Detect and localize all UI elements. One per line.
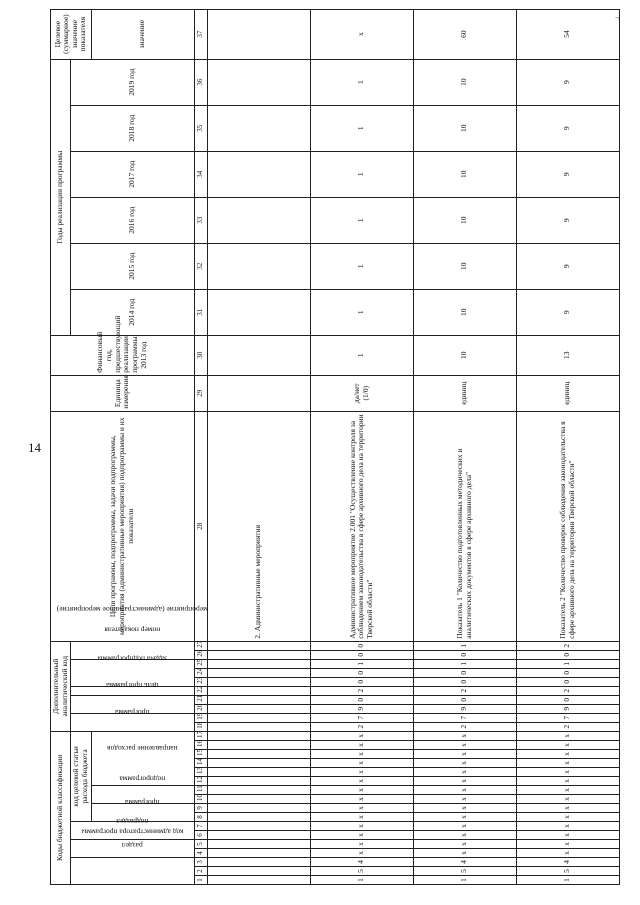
code-cell: x xyxy=(516,840,619,849)
column-number: 14 xyxy=(194,759,207,768)
table-row xyxy=(310,9,413,884)
code-cell: x xyxy=(310,804,413,813)
code-cell: x xyxy=(413,777,516,786)
code-cell: x xyxy=(310,840,413,849)
column-number: 34 xyxy=(194,151,207,197)
code-cell: 0 xyxy=(310,677,413,686)
column-number: 18 xyxy=(194,722,207,731)
header-subprogram: подпрограмма xyxy=(91,786,194,804)
year-value-cell: 1 xyxy=(310,105,413,151)
base-year-cell xyxy=(207,335,310,375)
code-cell: 5 xyxy=(516,867,619,876)
column-number: 11 xyxy=(194,786,207,795)
code-cell: 5 xyxy=(413,867,516,876)
column-number: 3 xyxy=(194,858,207,867)
column-number: 30 xyxy=(194,335,207,375)
code-cell: 1 xyxy=(413,876,516,885)
code-cell xyxy=(207,867,310,876)
header-y2018: 2018 год xyxy=(71,105,194,151)
code-cell xyxy=(207,813,310,822)
header-subsection: подраздел xyxy=(71,822,194,840)
header-admin-code: код администратора программы xyxy=(71,858,194,885)
code-cell: x xyxy=(516,849,619,858)
target-value-cell xyxy=(207,9,310,59)
code-cell xyxy=(207,659,310,668)
code-cell: x xyxy=(413,795,516,804)
header-y2019: 2019 год xyxy=(71,59,194,105)
year-value-cell: 9 xyxy=(516,151,619,197)
header-target-item: код целевой статьи расхода бюджета xyxy=(71,731,91,821)
code-cell: 2 xyxy=(516,722,619,731)
code-cell xyxy=(207,759,310,768)
column-number: 22 xyxy=(194,686,207,695)
code-cell: x xyxy=(413,849,516,858)
code-cell xyxy=(207,840,310,849)
code-cell xyxy=(207,650,310,659)
code-cell: 0 xyxy=(413,650,516,659)
code-cell: x xyxy=(310,731,413,740)
year-value-cell xyxy=(207,243,310,289)
column-number: 33 xyxy=(194,197,207,243)
code-cell: 2 xyxy=(516,641,619,650)
code-cell xyxy=(207,858,310,867)
year-value-cell: 9 xyxy=(516,59,619,105)
code-cell xyxy=(207,677,310,686)
year-value-cell: 1 xyxy=(310,243,413,289)
column-number-row xyxy=(194,9,207,884)
header-ac-goal: цель программы xyxy=(71,695,194,713)
code-cell: x xyxy=(413,741,516,750)
column-number: 19 xyxy=(194,713,207,722)
code-cell: x xyxy=(310,741,413,750)
header-y2014: 2014 год xyxy=(71,289,194,335)
table-row xyxy=(413,9,516,884)
code-cell: x xyxy=(310,750,413,759)
column-number: 31 xyxy=(194,289,207,335)
header-ac-task: задача подпрограммы xyxy=(71,686,194,695)
code-cell xyxy=(207,722,310,731)
code-cell xyxy=(207,695,310,704)
code-cell: 0 xyxy=(310,668,413,677)
code-cell xyxy=(207,704,310,713)
code-cell xyxy=(207,822,310,831)
code-cell: x xyxy=(413,804,516,813)
column-number: 5 xyxy=(194,840,207,849)
code-cell: x xyxy=(310,786,413,795)
header-section: раздел xyxy=(71,840,194,858)
code-cell: x xyxy=(516,759,619,768)
code-cell: x xyxy=(310,777,413,786)
code-cell: 0 xyxy=(516,695,619,704)
code-cell: 1 xyxy=(310,876,413,885)
code-cell: 2 xyxy=(516,686,619,695)
code-cell: x xyxy=(310,849,413,858)
code-cell: x xyxy=(516,786,619,795)
year-value-cell: 9 xyxy=(516,289,619,335)
code-cell: x xyxy=(413,822,516,831)
program-indicators-table xyxy=(50,9,620,885)
code-cell: 1 xyxy=(413,659,516,668)
code-cell: x xyxy=(310,822,413,831)
column-number: 4 xyxy=(194,849,207,858)
year-value-cell xyxy=(207,105,310,151)
code-cell: 7 xyxy=(413,713,516,722)
header-target-value: значение xyxy=(91,9,194,59)
code-cell: 1 xyxy=(310,659,413,668)
code-cell: 2 xyxy=(413,686,516,695)
year-value-cell: 10 xyxy=(413,289,516,335)
column-number: 8 xyxy=(194,813,207,822)
corner-mark: ¬ xyxy=(615,14,619,22)
goal-text-cell: Показатель 2 "Количество проверок соблюдения законодательства в сфере архивного дела на территории Тверской области" xyxy=(516,411,619,641)
header-unit: Единица измерения xyxy=(51,375,195,411)
year-value-cell: 10 xyxy=(413,105,516,151)
code-cell: x xyxy=(413,831,516,840)
year-value-cell: 10 xyxy=(413,151,516,197)
column-number: 29 xyxy=(194,375,207,411)
header-expense-direction: направление расходов xyxy=(91,731,194,785)
code-cell: 0 xyxy=(516,650,619,659)
header-fin-year: Финансовый год, предшествующий реализации программы, 2013 год xyxy=(51,335,195,375)
code-cell: x xyxy=(516,731,619,740)
code-cell: x xyxy=(516,741,619,750)
code-cell xyxy=(207,795,310,804)
header-y2015: 2015 год xyxy=(71,243,194,289)
page-number: 14 xyxy=(28,440,41,455)
year-value-cell xyxy=(207,197,310,243)
year-value-cell: 9 xyxy=(516,197,619,243)
goal-text-cell: 2. Административные мероприятия xyxy=(207,411,310,641)
column-number: 9 xyxy=(194,804,207,813)
column-number: 6 xyxy=(194,831,207,840)
code-cell: 4 xyxy=(413,858,516,867)
code-cell: x xyxy=(310,813,413,822)
column-number: 25 xyxy=(194,659,207,668)
code-cell: 1 xyxy=(516,876,619,885)
year-value-cell: 10 xyxy=(413,59,516,105)
base-year-cell: 1 xyxy=(310,335,413,375)
code-cell: x xyxy=(516,831,619,840)
year-value-cell: 1 xyxy=(310,151,413,197)
code-cell: 4 xyxy=(310,858,413,867)
column-number: 28 xyxy=(194,411,207,641)
code-cell: x xyxy=(516,750,619,759)
target-value-cell: 60 xyxy=(413,9,516,59)
code-cell xyxy=(207,641,310,650)
column-number: 17 xyxy=(194,731,207,740)
year-value-cell: 10 xyxy=(413,243,516,289)
code-cell: x xyxy=(516,813,619,822)
code-cell xyxy=(207,777,310,786)
year-value-cell: 9 xyxy=(516,243,619,289)
code-cell xyxy=(207,768,310,777)
code-cell: x xyxy=(413,731,516,740)
code-cell: x xyxy=(413,786,516,795)
code-cell: x xyxy=(310,759,413,768)
column-number: 36 xyxy=(194,59,207,105)
year-value-cell: 10 xyxy=(413,197,516,243)
column-number: 1 xyxy=(194,876,207,885)
code-cell: 0 xyxy=(310,695,413,704)
header-y2016: 2016 год xyxy=(71,197,194,243)
code-cell: x xyxy=(413,768,516,777)
header-program: программа xyxy=(91,804,194,822)
code-cell: 0 xyxy=(413,677,516,686)
code-cell xyxy=(207,741,310,750)
code-cell: x xyxy=(310,795,413,804)
code-cell: x xyxy=(310,768,413,777)
code-cell xyxy=(207,668,310,677)
code-cell xyxy=(207,831,310,840)
header-ac-measure: мероприятие (административное мероприятие) xyxy=(71,659,194,686)
column-number: 21 xyxy=(194,695,207,704)
base-year-cell: 13 xyxy=(516,335,619,375)
code-cell: 7 xyxy=(516,713,619,722)
unit-cell: единиц xyxy=(413,375,516,411)
code-cell: x xyxy=(516,822,619,831)
header-years: Годы реализации программы xyxy=(51,59,71,335)
year-value-cell: 1 xyxy=(310,289,413,335)
table-row xyxy=(207,9,310,884)
column-number: 15 xyxy=(194,750,207,759)
column-number: 13 xyxy=(194,768,207,777)
code-cell: 0 xyxy=(310,641,413,650)
header-y2017: 2017 год xyxy=(71,151,194,197)
column-number: 2 xyxy=(194,867,207,876)
column-number: 16 xyxy=(194,741,207,750)
code-cell xyxy=(207,804,310,813)
header-goals: Цели программы, подпрограммы, задачи подпрограммы, мероприятия (административные мероприятия) подпрограммы и их показатели xyxy=(51,411,195,641)
year-value-cell: 1 xyxy=(310,59,413,105)
code-cell: 9 xyxy=(310,704,413,713)
code-cell: x xyxy=(413,759,516,768)
column-number: 35 xyxy=(194,105,207,151)
code-cell: 4 xyxy=(516,858,619,867)
header-target: Целевое (суммарное) значение показателя xyxy=(51,9,92,59)
column-number: 7 xyxy=(194,822,207,831)
column-number: 23 xyxy=(194,677,207,686)
unit-cell: единиц xyxy=(516,375,619,411)
unit-cell: да/нет (1/0) xyxy=(310,375,413,411)
year-value-cell xyxy=(207,59,310,105)
column-number: 32 xyxy=(194,243,207,289)
code-cell: x xyxy=(516,804,619,813)
code-cell xyxy=(207,849,310,858)
code-cell: 5 xyxy=(310,867,413,876)
column-number: 10 xyxy=(194,795,207,804)
code-cell: x xyxy=(310,831,413,840)
column-number: 37 xyxy=(194,9,207,59)
code-cell: 1 xyxy=(413,641,516,650)
code-cell xyxy=(207,876,310,885)
column-number: 12 xyxy=(194,777,207,786)
header-ac-indicator: номер показателя xyxy=(71,641,194,659)
code-cell: 2 xyxy=(310,722,413,731)
goal-text-cell: Показатель 1 "Количество подготовленных методических и аналитических документов в сфере архивного дела" xyxy=(413,411,516,641)
header-extra-code: Дополнительный аналитический код xyxy=(51,641,71,731)
code-cell: 7 xyxy=(310,713,413,722)
code-cell xyxy=(207,786,310,795)
code-cell: 0 xyxy=(310,650,413,659)
rotated-table-wrapper xyxy=(50,14,610,885)
unit-cell xyxy=(207,375,310,411)
code-cell xyxy=(207,686,310,695)
code-cell: x xyxy=(413,840,516,849)
target-value-cell: 54 xyxy=(516,9,619,59)
code-cell: 0 xyxy=(413,695,516,704)
header-budget-codes: Коды бюджетной классификации xyxy=(51,731,71,884)
code-cell: x xyxy=(516,777,619,786)
code-cell: 0 xyxy=(413,668,516,677)
code-cell: 2 xyxy=(413,722,516,731)
column-number: 26 xyxy=(194,650,207,659)
year-value-cell xyxy=(207,289,310,335)
year-value-cell xyxy=(207,151,310,197)
column-number: 20 xyxy=(194,704,207,713)
code-cell: 9 xyxy=(413,704,516,713)
code-cell xyxy=(207,750,310,759)
code-cell: 2 xyxy=(310,686,413,695)
code-cell xyxy=(207,713,310,722)
header-ac-program: программа xyxy=(71,713,194,731)
code-cell: 1 xyxy=(516,659,619,668)
code-cell: 0 xyxy=(516,677,619,686)
code-cell: 9 xyxy=(516,704,619,713)
target-value-cell: x xyxy=(310,9,413,59)
column-number: 27 xyxy=(194,641,207,650)
year-value-cell: 1 xyxy=(310,197,413,243)
goal-text-cell: Административное мероприятие 2.001 "Осуществление контроля за соблюдением законодательства в сфере архивного дела на территории Тверской области" xyxy=(310,411,413,641)
column-number: 24 xyxy=(194,668,207,677)
code-cell: 0 xyxy=(516,668,619,677)
code-cell: x xyxy=(413,750,516,759)
base-year-cell: 10 xyxy=(413,335,516,375)
code-cell xyxy=(207,731,310,740)
table-row xyxy=(516,9,619,884)
code-cell: x xyxy=(516,768,619,777)
code-cell: x xyxy=(516,795,619,804)
code-cell: x xyxy=(413,813,516,822)
year-value-cell: 9 xyxy=(516,105,619,151)
